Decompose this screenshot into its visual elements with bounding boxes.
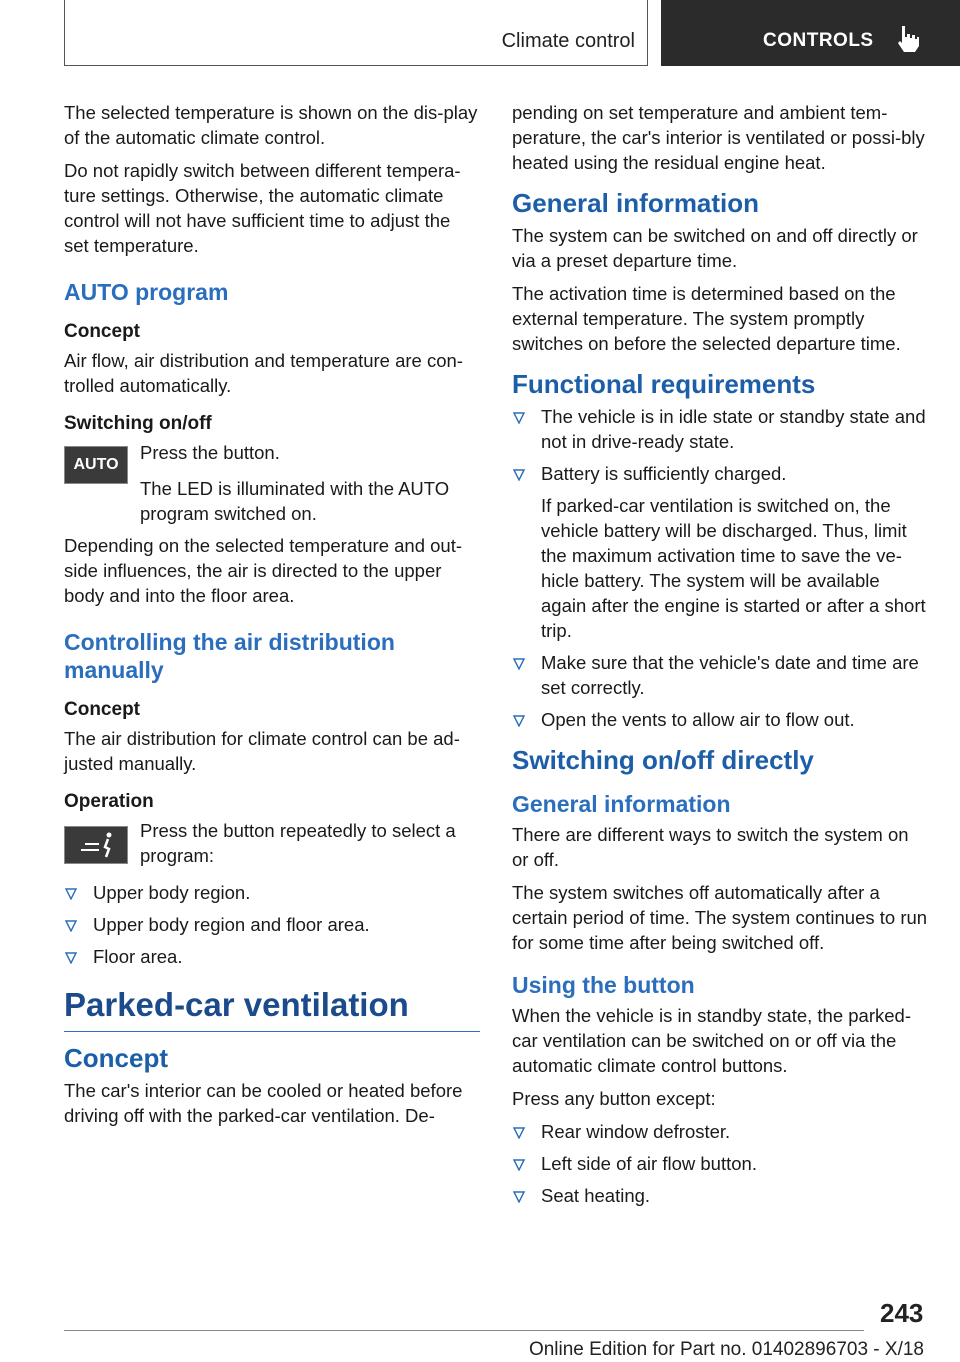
triangle-bullet-icon xyxy=(513,715,525,727)
air-distribution-button-instruction xyxy=(64,818,480,868)
heading-parked-car-ventilation: Parked-car ventilation xyxy=(64,985,480,1032)
footer-divider xyxy=(64,1330,864,1331)
program-list xyxy=(64,880,480,969)
pointing-hand-icon xyxy=(893,24,921,54)
list-item: Open the vents to allow air to flow out. xyxy=(512,707,928,732)
triangle-bullet-icon xyxy=(65,952,77,964)
paragraph: Depending on the selected temperature and out-side influences, the air is directed to the upper body and into the floor area. xyxy=(64,535,463,606)
paragraph: Air flow, air distribution and temperature are con-trolled automatically. xyxy=(64,350,463,396)
requirements-list xyxy=(512,404,928,732)
list-item: Make sure that the vehicle's date and time are set correctly. xyxy=(512,650,928,700)
paragraph: The selected temperature is shown on the dis-play of the automatic climate control. xyxy=(64,102,478,148)
triangle-bullet-icon xyxy=(513,658,525,670)
paragraph: The air distribution for climate control can be ad-justed manually. xyxy=(64,728,460,774)
triangle-bullet-icon xyxy=(513,1159,525,1171)
list-item: Upper body region. xyxy=(64,880,480,905)
paragraph: The LED is illuminated with the AUTO program switched on. xyxy=(140,478,450,524)
triangle-bullet-icon xyxy=(65,920,77,932)
heading-concept: Concept xyxy=(64,1043,168,1073)
left-column xyxy=(64,100,480,1136)
triangle-bullet-icon xyxy=(513,412,525,424)
heading-using-the-button: Using the button xyxy=(512,972,695,998)
paragraph: There are different ways to switch the system on or off. xyxy=(512,824,909,870)
paragraph: Press the button repeatedly to select a program: xyxy=(140,820,456,866)
right-column xyxy=(512,100,928,1215)
heading-manual-distribution: Controlling the air distribution manually xyxy=(64,629,395,683)
page-number: 243 xyxy=(880,1298,924,1328)
paragraph: Do not rapidly switch between different tempera-ture settings. Otherwise, the automatic climate control will not have sufficient time to adjust the set temperature. xyxy=(64,160,461,256)
paragraph: The activation time is determined based on the external temperature. The system promptly switches on before the selected departure time. xyxy=(512,283,901,354)
battery-note: If parked-car ventilation is switched on, the vehicle battery will be discharged. Thus, limit the maximum activation time to save the ve-hicle battery. The system will be available again after the engine is started or after a short trip. xyxy=(541,495,926,641)
heading-switching: Switching on/off xyxy=(64,413,212,434)
paragraph: The system switches off automatically after a certain period of time. The system continues to run for some time after being switched off. xyxy=(512,882,928,953)
auto-button-instruction xyxy=(64,440,480,480)
paragraph: pending on set temperature and ambient tem-perature, the car's interior is ventilated or possi-bly heated using the residual engine heat. xyxy=(512,102,925,173)
heading-auto-program: AUTO program xyxy=(64,279,229,305)
paragraph: When the vehicle is in standby state, the parked-car ventilation can be switched on or off via the automatic climate control buttons. xyxy=(512,1005,911,1076)
chapter-label: CONTROLS xyxy=(763,30,874,51)
list-item: Upper body region and floor area. xyxy=(64,912,480,937)
list-item: Battery is sufficiently charged. If parked-car ventilation is switched on, the vehicle battery will be discharged. Thus, limit the maximum activation time to save the ve-hicle battery. The system will be available again after the engine is started or after a short trip. xyxy=(512,461,928,643)
auto-button-image: AUTO xyxy=(64,446,128,484)
list-item: Seat heating. xyxy=(512,1183,928,1208)
list-item: The vehicle is in idle state or standby state and not in drive-ready state. xyxy=(512,404,928,454)
heading-concept: Concept xyxy=(64,699,140,720)
header-section-title: Climate control xyxy=(501,30,635,52)
triangle-bullet-icon xyxy=(65,888,77,900)
air-distribution-icon xyxy=(65,827,127,863)
paragraph: Press any button except: xyxy=(512,1088,716,1109)
paragraph: Press the button. xyxy=(140,442,280,463)
header-chapter-tab xyxy=(661,0,960,66)
heading-functional-requirements: Functional requirements xyxy=(512,369,816,399)
paragraph: The system can be switched on and off directly or via a preset departure time. xyxy=(512,225,918,271)
air-distribution-button-image xyxy=(64,826,128,864)
paragraph: The car's interior can be cooled or heated before driving off with the parked-car ventilation. De- xyxy=(64,1080,463,1126)
triangle-bullet-icon xyxy=(513,1191,525,1203)
triangle-bullet-icon xyxy=(513,1127,525,1139)
heading-switching-directly: Switching on/off directly xyxy=(512,745,814,775)
page-header xyxy=(0,0,960,66)
heading-general-information: General information xyxy=(512,188,760,218)
header-section-box xyxy=(64,0,648,66)
triangle-bullet-icon xyxy=(513,469,525,481)
heading-general-information: General information xyxy=(512,791,731,817)
edition-footer: Online Edition for Part no. 01402896703 - X/18 xyxy=(528,1339,924,1360)
heading-concept: Concept xyxy=(64,321,140,342)
heading-operation: Operation xyxy=(64,791,154,812)
list-item: Left side of air flow button. xyxy=(512,1151,928,1176)
except-list xyxy=(512,1119,928,1208)
list-item: Floor area. xyxy=(64,944,480,969)
list-item: Rear window defroster. xyxy=(512,1119,928,1144)
